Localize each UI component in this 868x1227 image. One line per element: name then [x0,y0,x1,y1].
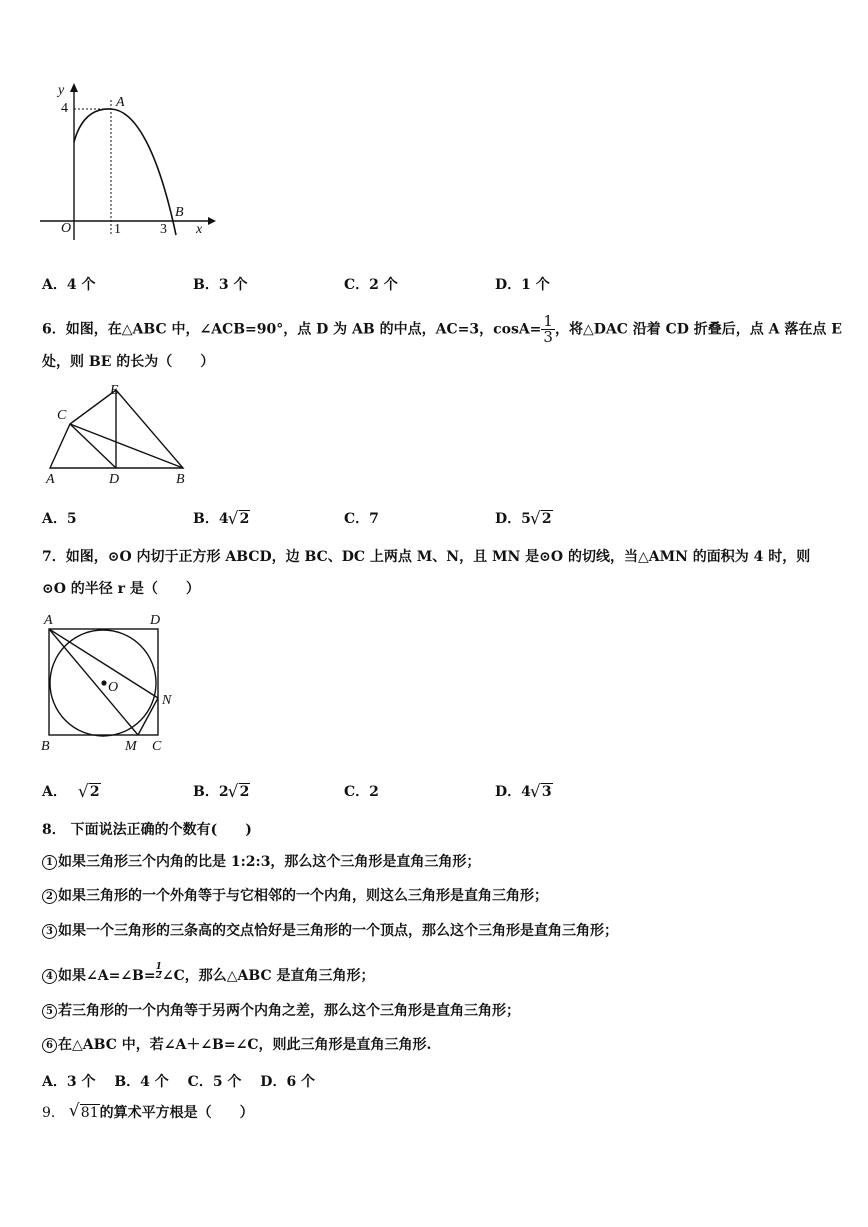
q6-text-b: ，将△DAC 沿着 CD 折叠后，点 A 落在点 E [554,321,842,338]
q8-item-3 [42,922,618,940]
q7-text-line2: O 的半径 r 是（ ） [53,581,200,597]
q6-point-d: D [109,472,120,487]
q7-option-d-radicand: 3 [541,784,552,800]
q5-x-axis-label: x [196,222,203,237]
q9-question [42,1104,254,1122]
q5-graph [30,80,220,250]
q8-item-5 [42,1002,520,1020]
q7-option-a[interactable] [42,781,101,801]
q8-item-6 [42,1036,431,1054]
q8-item-2 [42,887,548,905]
sqrt-icon [70,1104,100,1122]
q7-option-a-prefix: A． [42,784,67,800]
q7-question-line2 [42,580,200,598]
q7-point-n: N [162,693,172,708]
q7-option-c[interactable]: C．2 [344,784,379,800]
q6-point-e: E [110,383,119,398]
circled-number-icon: 2 [42,889,57,904]
circle-dot-icon: ⊙ [539,549,551,565]
q7-text-a: 如图， [65,549,108,565]
q8-item-4-text-b: ∠C，那么△ABC 是直角三角形； [161,968,375,984]
q7-point-o: O [108,680,119,695]
q6-option-d-radicand: 2 [541,511,552,527]
q8-item-1-text: 如果三角形三个内角的比是 1:2:3，那么这个三角形是直角三角形； [58,854,481,870]
q7-point-a: A [44,613,53,628]
q7-text-c: O 的切线，当△AMN 的面积为 4 时，则 [550,549,811,565]
q6-point-b: B [176,472,185,487]
q6-question-line2: 处，则 BE 的长为（ ） [42,354,215,370]
q9-text: 的算术平方根是（ ） [99,1105,254,1121]
q5-option-a[interactable]: A．4 个 [42,277,96,293]
q9-number: 9． [42,1105,65,1121]
circle-dot-icon: ⊙ [107,549,120,565]
q8-item-3-text: 如果一个三角形的三条高的交点恰好是三角形的一个顶点，那么这个三角形是直角三角形； [58,923,618,939]
q7-point-m: M [125,739,137,754]
q8-title: 8． 下面说法正确的个数有( ) [42,822,252,838]
circled-number-icon: 5 [42,1004,57,1019]
q7-point-d: D [150,613,161,628]
sqrt-icon [79,784,101,800]
q5-tick-4: 4 [61,101,68,116]
q6-point-c: C [57,408,67,423]
q8-item-4-text-a: 如果∠A=∠B= [58,968,156,984]
q6-option-c[interactable]: C．7 [344,511,379,527]
q6-option-d[interactable] [495,508,553,528]
q7-point-b: B [41,739,50,754]
q5-tick-3: 3 [160,222,167,237]
q6-frac-num: 1 [543,312,553,330]
q8-item-5-text: 若三角形的一个内角等于另两个内角之差，那么这个三角形是直角三角形； [58,1003,520,1019]
q6-point-a: A [46,472,55,487]
q5-y-axis-label: y [58,83,65,98]
q6-option-a[interactable]: A．5 [42,511,77,527]
q5-point-b: B [175,205,184,220]
q8-item-6-text: 在△ABC 中，若∠A＋∠B=∠C，则此三角形是直角三角形. [58,1037,432,1053]
q7-option-a-radicand: 2 [89,784,100,800]
q6-question-line1 [42,314,842,345]
q7-number: 7． [42,549,66,565]
q7-figure [40,620,170,745]
q5-point-a: A [116,95,125,110]
sqrt-icon [531,511,553,527]
q7-option-d[interactable] [495,781,553,801]
circled-number-icon: 1 [42,855,57,870]
q6-frac-den: 3 [543,328,553,346]
q8-item-4 [42,963,375,985]
q6-cos-fraction [541,314,555,345]
q7-text-b: O 内切于正方形 ABCD，边 BC、DC 上两点 M、N，且 MN 是 [119,549,540,565]
q7-option-b[interactable] [193,781,250,801]
sqrt-icon [531,784,553,800]
q5-option-b[interactable]: B．3 个 [193,277,248,293]
q7-option-b-radicand: 2 [239,784,250,800]
half-num: 1 [155,962,162,972]
q6-figure [40,380,200,480]
sqrt-icon [229,511,251,527]
circle-dot-icon: ⊙ [42,581,54,597]
q6-option-b[interactable] [193,508,250,528]
q8-options[interactable]: A．3 个 B．4 个 C．5 个 D．6 个 [42,1074,316,1090]
q5-origin: O [61,221,72,236]
q6-option-d-prefix: D．5 [495,511,531,527]
circled-number-icon: 3 [42,924,57,939]
q7-question-line1 [42,548,810,566]
q7-point-c: C [152,739,162,754]
circled-number-icon: 6 [42,1038,57,1053]
q9-radicand: 81 [80,1105,99,1121]
q8-item-2-text: 如果三角形的一个外角等于与它相邻的一个内角，则这么三角形是直角三角形； [58,888,548,904]
circled-number-icon: 4 [42,969,57,984]
q7-option-d-prefix: D．4 [495,784,531,800]
q5-option-d[interactable]: D．1 个 [495,277,550,293]
q6-text-a: 如图，在△ABC 中，∠ACB=90°，点 D 为 AB 的中点，AC=3，cosA= [65,321,542,338]
q8-item-1 [42,853,480,871]
q6-option-b-prefix: B．4 [193,511,229,527]
sqrt-icon [229,784,251,800]
q6-option-b-radicand: 2 [239,511,250,527]
q7-option-b-prefix: B．2 [193,784,229,800]
q6-number: 6． [42,321,66,338]
q5-tick-1: 1 [114,222,121,237]
half-den: 2 [155,971,162,981]
q5-option-c[interactable]: C．2 个 [344,277,398,293]
